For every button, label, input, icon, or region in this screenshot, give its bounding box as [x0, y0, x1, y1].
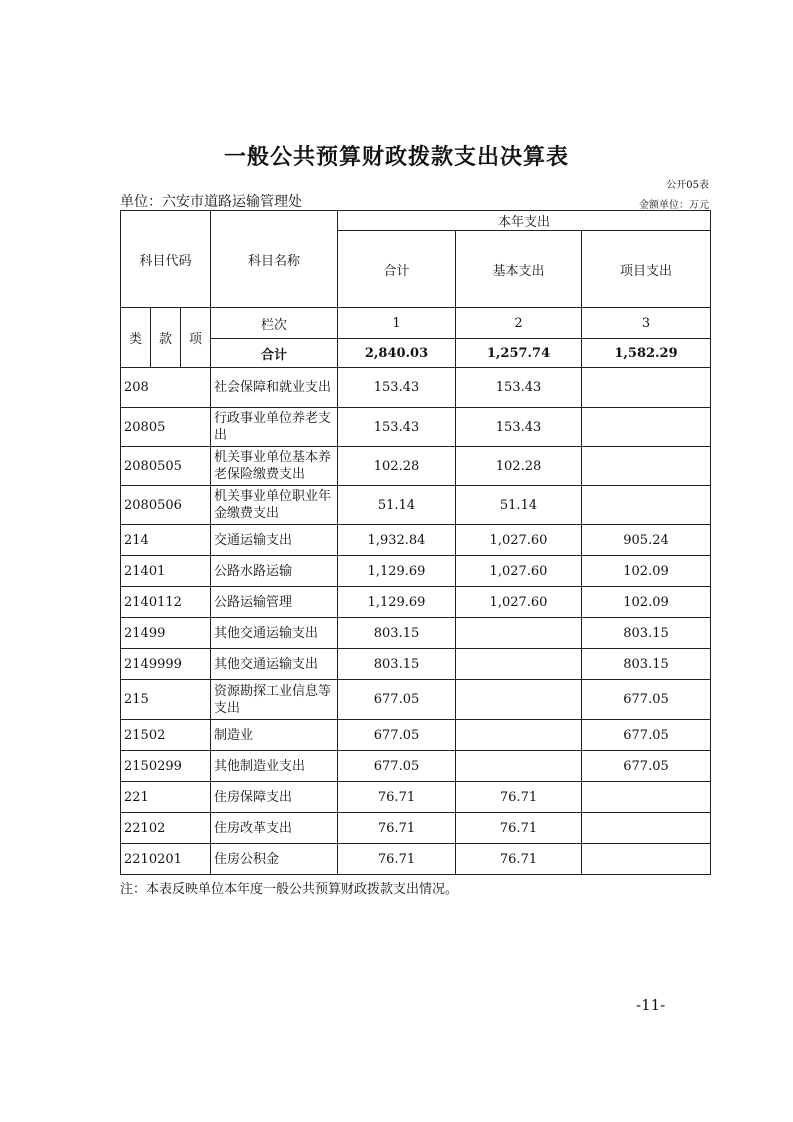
row-total: 1,932.84 — [338, 525, 456, 556]
row-project — [582, 408, 711, 447]
row-code: 221 — [121, 782, 211, 813]
row-basic: 1,027.60 — [456, 525, 582, 556]
row-name: 住房保障支出 — [211, 782, 338, 813]
row-code: 2080505 — [121, 447, 211, 486]
header-xiang: 项 — [181, 308, 211, 368]
row-name: 公路运输管理 — [211, 587, 338, 618]
row-total: 102.28 — [338, 447, 456, 486]
row-code: 2150299 — [121, 751, 211, 782]
row-basic: 76.71 — [456, 844, 582, 875]
row-project — [582, 844, 711, 875]
row-project — [582, 368, 711, 408]
table-row — [121, 486, 711, 525]
sum-total: 2,840.03 — [338, 339, 456, 368]
row-project: 905.24 — [582, 525, 711, 556]
row-basic: 153.43 — [456, 368, 582, 408]
expenditure-table — [120, 210, 711, 875]
unit-label: 单位：六安市道路运输管理处 — [120, 194, 302, 210]
row-code: 21502 — [121, 720, 211, 751]
row-basic: 1,027.60 — [456, 587, 582, 618]
row-total: 677.05 — [338, 720, 456, 751]
header-basic: 基本支出 — [456, 231, 582, 308]
row-basic — [456, 649, 582, 680]
table-note: 注：本表反映单位本年度一般公共预算财政拨款支出情况。 — [120, 882, 459, 897]
row-project — [582, 447, 711, 486]
row-code: 21401 — [121, 556, 211, 587]
row-total: 51.14 — [338, 486, 456, 525]
row-basic — [456, 751, 582, 782]
row-name: 其他交通运输支出 — [211, 618, 338, 649]
table-row — [121, 720, 711, 751]
money-unit-label: 金额单位：万元 — [639, 200, 709, 211]
sum-label: 合计 — [211, 339, 338, 368]
row-name: 制造业 — [211, 720, 338, 751]
row-project: 677.05 — [582, 680, 711, 720]
table-row — [121, 525, 711, 556]
row-name: 其他制造业支出 — [211, 751, 338, 782]
row-basic — [456, 618, 582, 649]
row-total: 76.71 — [338, 813, 456, 844]
row-total: 153.43 — [338, 408, 456, 447]
row-total: 677.05 — [338, 680, 456, 720]
row-name: 资源勘探工业信息等支出 — [211, 680, 338, 720]
row-code: 22102 — [121, 813, 211, 844]
row-name: 行政事业单位养老支出 — [211, 408, 338, 447]
row-project — [582, 486, 711, 525]
row-basic: 76.71 — [456, 813, 582, 844]
sum-basic: 1,257.74 — [456, 339, 582, 368]
header-kuan: 款 — [151, 308, 181, 368]
row-basic: 153.43 — [456, 408, 582, 447]
header-column-no: 栏次 — [211, 308, 338, 339]
row-code: 21499 — [121, 618, 211, 649]
row-basic: 51.14 — [456, 486, 582, 525]
row-code: 2210201 — [121, 844, 211, 875]
header-year-expense: 本年支出 — [338, 211, 711, 231]
row-project: 677.05 — [582, 720, 711, 751]
row-basic — [456, 720, 582, 751]
header-name: 科目名称 — [211, 211, 338, 308]
row-project — [582, 782, 711, 813]
row-name: 公路水路运输 — [211, 556, 338, 587]
row-project: 803.15 — [582, 649, 711, 680]
row-code: 208 — [121, 368, 211, 408]
document-title: 一般公共预算财政拨款支出决算表 — [223, 145, 569, 170]
row-name: 其他交通运输支出 — [211, 649, 338, 680]
row-code: 20805 — [121, 408, 211, 447]
header-code: 科目代码 — [121, 211, 211, 308]
header-col3: 3 — [582, 308, 711, 339]
header-project: 项目支出 — [582, 231, 711, 308]
row-basic — [456, 680, 582, 720]
row-code: 2149999 — [121, 649, 211, 680]
row-code: 214 — [121, 525, 211, 556]
table-row — [121, 680, 711, 720]
row-total: 803.15 — [338, 618, 456, 649]
header-total: 合计 — [338, 231, 456, 308]
table-row — [121, 587, 711, 618]
row-basic: 102.28 — [456, 447, 582, 486]
header-lei: 类 — [121, 308, 151, 368]
table-row — [121, 782, 711, 813]
form-number: 公开05表 — [666, 180, 709, 191]
row-project — [582, 813, 711, 844]
row-code: 2140112 — [121, 587, 211, 618]
table-row — [121, 844, 711, 875]
row-name: 社会保障和就业支出 — [211, 368, 338, 408]
table-row — [121, 813, 711, 844]
table-row — [121, 408, 711, 447]
row-project: 102.09 — [582, 556, 711, 587]
row-code: 2080506 — [121, 486, 211, 525]
header-col2: 2 — [456, 308, 582, 339]
header-col1: 1 — [338, 308, 456, 339]
row-total: 76.71 — [338, 844, 456, 875]
row-name: 机关事业单位职业年金缴费支出 — [211, 486, 338, 525]
sum-project: 1,582.29 — [582, 339, 711, 368]
row-total: 1,129.69 — [338, 556, 456, 587]
table-row — [121, 751, 711, 782]
row-name: 机关事业单位基本养老保险缴费支出 — [211, 447, 338, 486]
table-row — [121, 556, 711, 587]
page-number: -11- — [636, 996, 666, 1014]
row-total: 1,129.69 — [338, 587, 456, 618]
table-row — [121, 447, 711, 486]
row-total: 153.43 — [338, 368, 456, 408]
row-total: 677.05 — [338, 751, 456, 782]
row-basic: 1,027.60 — [456, 556, 582, 587]
row-total: 803.15 — [338, 649, 456, 680]
row-name: 住房改革支出 — [211, 813, 338, 844]
row-code: 215 — [121, 680, 211, 720]
table-row — [121, 649, 711, 680]
row-name: 住房公积金 — [211, 844, 338, 875]
row-project: 677.05 — [582, 751, 711, 782]
table-row — [121, 368, 711, 408]
row-basic: 76.71 — [456, 782, 582, 813]
row-name: 交通运输支出 — [211, 525, 338, 556]
row-total: 76.71 — [338, 782, 456, 813]
row-project: 803.15 — [582, 618, 711, 649]
table-row — [121, 618, 711, 649]
row-project: 102.09 — [582, 587, 711, 618]
